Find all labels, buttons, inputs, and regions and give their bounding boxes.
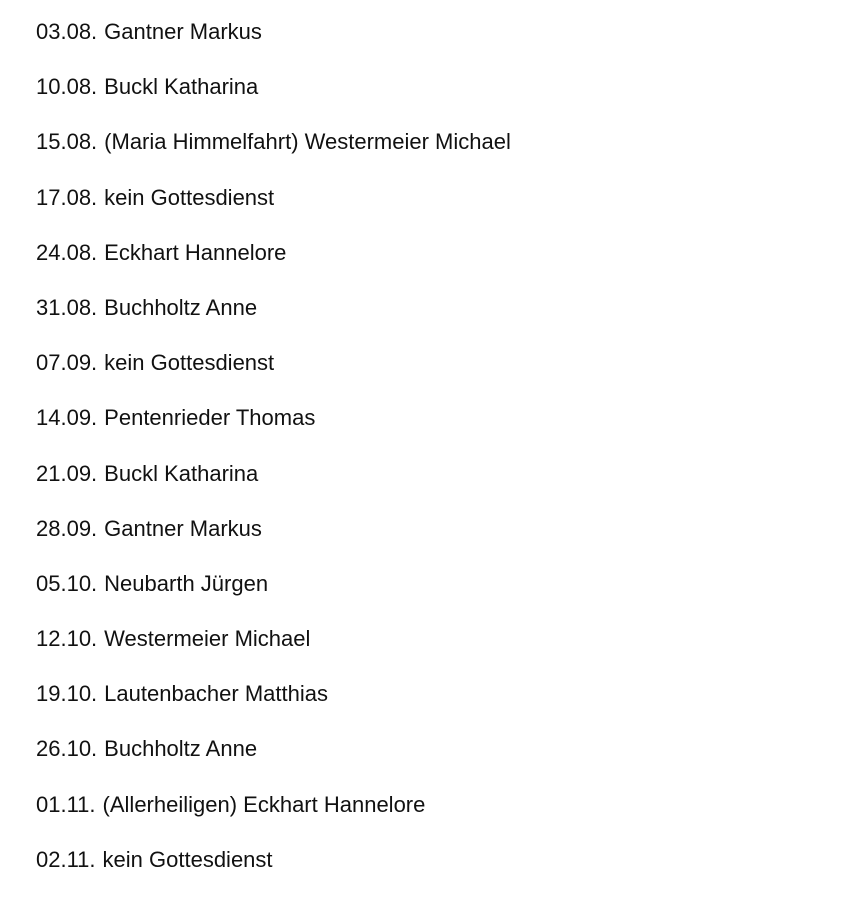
entry-text: kein Gottesdienst — [104, 184, 275, 210]
entry-date: 05.10. — [36, 570, 98, 596]
entry-text: (Maria Himmelfahrt) Westermeier Michael — [104, 129, 511, 155]
schedule-entry — [36, 128, 511, 183]
schedule-entry — [36, 515, 511, 570]
schedule-entry — [36, 73, 511, 128]
schedule-entry — [36, 735, 511, 790]
schedule-entry — [36, 625, 511, 680]
entry-date: 14.09. — [36, 405, 98, 431]
schedule-entry — [36, 184, 511, 239]
schedule-entry — [36, 791, 511, 846]
schedule-entry — [36, 18, 511, 73]
entry-text: Buchholtz Anne — [104, 736, 258, 762]
entry-text: Lautenbacher Matthias — [104, 681, 328, 707]
schedule-entry — [36, 404, 511, 459]
schedule-entry — [36, 846, 511, 901]
entry-text: Gantner Markus — [104, 515, 262, 541]
entry-date: 15.08. — [36, 129, 98, 155]
entry-text: (Allerheiligen) Eckhart Hannelore — [102, 791, 426, 817]
entry-text: Pentenrieder Thomas — [104, 405, 316, 431]
schedule-entry — [36, 570, 511, 625]
entry-date: 31.08. — [36, 294, 98, 320]
entry-text: Neubarth Jürgen — [104, 570, 269, 596]
entry-text: kein Gottesdienst — [102, 846, 273, 872]
schedule-entry — [36, 349, 511, 404]
entry-text: Buchholtz Anne — [104, 294, 258, 320]
entry-date: 01.11. — [36, 791, 96, 817]
entry-date: 10.08. — [36, 74, 98, 100]
entry-text: Buckl Katharina — [104, 460, 259, 486]
entry-date: 21.09. — [36, 460, 98, 486]
entry-text: Westermeier Michael — [104, 626, 311, 652]
schedule-entry — [36, 460, 511, 515]
schedule-entry — [36, 680, 511, 735]
schedule-entry — [36, 239, 511, 294]
entry-date: 17.08. — [36, 184, 98, 210]
entry-date: 24.08. — [36, 239, 98, 265]
entry-text: kein Gottesdienst — [104, 350, 275, 376]
entry-text: Gantner Markus — [104, 19, 262, 44]
entry-date: 02.11. — [36, 846, 96, 872]
entry-date: 28.09. — [36, 515, 98, 541]
entry-date: 12.10. — [36, 626, 98, 652]
entry-date: 26.10. — [36, 736, 98, 762]
entry-date: 19.10. — [36, 681, 98, 707]
entry-text: Eckhart Hannelore — [104, 239, 287, 265]
entry-date: 03.08. — [36, 19, 98, 44]
entry-text: Buckl Katharina — [104, 74, 259, 100]
schedule-entry — [36, 294, 511, 349]
entry-date: 07.09. — [36, 350, 98, 376]
schedule-list — [36, 18, 511, 901]
